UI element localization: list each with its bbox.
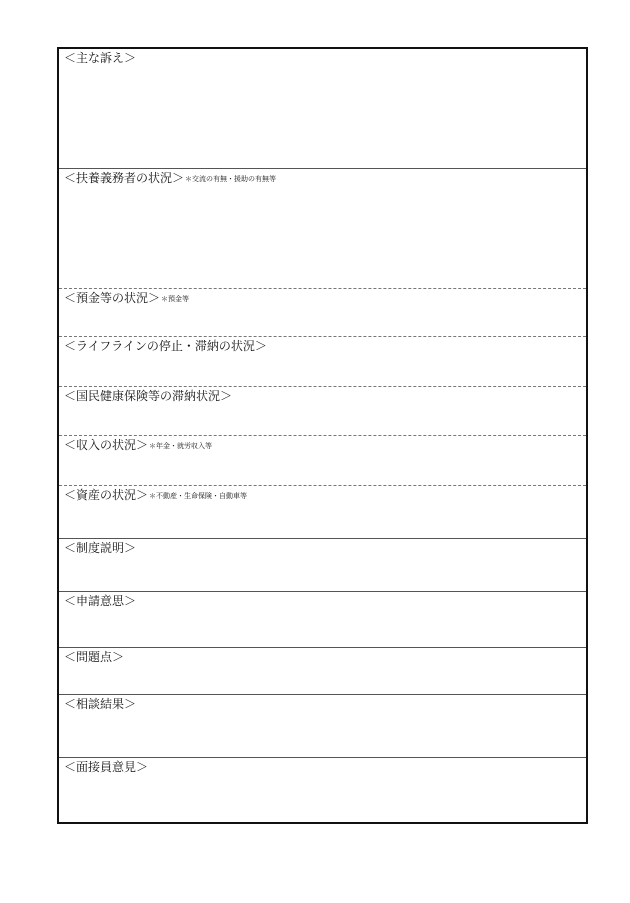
consultation-record-form [57,47,588,824]
section-label: ＜問題点＞ [64,650,125,664]
section-note: ＊預金等 [161,295,190,303]
section-main-complaint[interactable] [59,49,586,169]
section-supporters-status[interactable] [59,169,586,288]
section-note: ＊不動産・生命保険・自動車等 [149,492,248,500]
section-label: ＜相談結果＞ [64,697,137,711]
section-label: ＜資産の状況＞＊不動産・生命保険・自動車等 [64,488,248,502]
section-note: ＊年金・就労収入等 [149,442,213,450]
section-income-status[interactable] [59,436,586,485]
section-label: ＜申請意思＞ [64,594,137,608]
section-lifeline-status[interactable] [59,337,586,386]
section-savings-status[interactable] [59,289,586,336]
section-application-intent[interactable] [59,592,586,647]
section-assets-status[interactable] [59,486,586,538]
section-note: ＊交流の有無・援助の有無等 [185,175,277,183]
section-label: ＜主な訴え＞ [64,51,137,65]
section-health-insurance-arrears[interactable] [59,387,586,435]
section-label: ＜面接員意見＞ [64,760,149,774]
section-interviewer-opinion[interactable] [59,758,586,822]
section-label: ＜収入の状況＞＊年金・就労収入等 [64,438,213,452]
section-label: ＜預金等の状況＞＊預金等 [64,291,190,305]
section-consultation-result[interactable] [59,695,586,757]
section-label: ＜ライフラインの停止・滞納の状況＞ [64,339,267,353]
section-label: ＜制度説明＞ [64,541,137,555]
section-label: ＜扶養義務者の状況＞＊交流の有無・援助の有無等 [64,171,277,185]
section-system-explanation[interactable] [59,539,586,591]
section-label: ＜国民健康保険等の滞納状況＞ [64,389,233,403]
section-problems[interactable] [59,648,586,694]
